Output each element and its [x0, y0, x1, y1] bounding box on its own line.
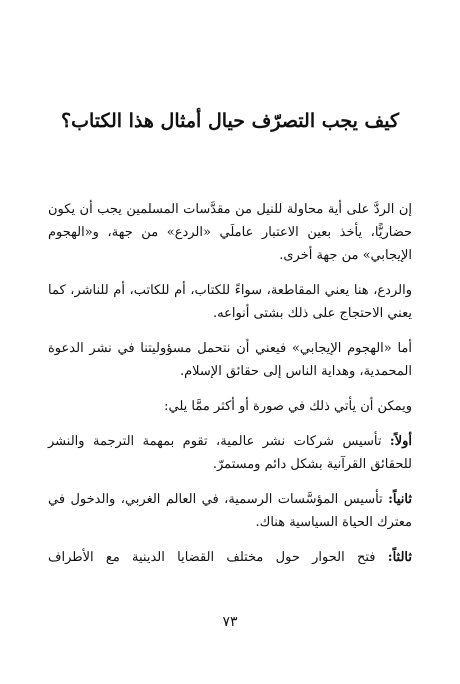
paragraph-text: أما «الهجوم الإيجابي» فيعني أن نتحمل مسؤوليتنا في نشر الدعوة المحمدية، وهداية الناس إلى حقائق الإسلام.: [48, 341, 412, 379]
list-item-number: أولاً:: [389, 434, 412, 449]
list-item-first: [48, 430, 412, 476]
page-number: ٧٣: [222, 614, 238, 630]
paragraph-deterrence: [48, 279, 412, 325]
list-item-text: فتح الحوار حول مختلف القضايا الدينية مع الأطراف: [48, 550, 376, 565]
paragraph-forms-intro: [48, 395, 412, 418]
paragraph-positive-attack: [48, 337, 412, 383]
list-item-second: [48, 488, 412, 534]
paragraph-text: ويمكن أن يأتي ذلك في صورة أو أكثر ممَّا يلي:: [164, 399, 412, 414]
list-item-text: تأسيس المؤسَّسات الرسمية، في العالم الغربي، والدخول في معترك الحياة السياسية هناك.: [48, 492, 412, 530]
list-item-number: ثانياً:: [388, 492, 412, 507]
list-item-third: [48, 546, 412, 569]
chapter-title: كيف يجب التصرّف حيال أمثال هذا الكتاب؟: [61, 110, 399, 132]
list-item-text: تأسيس شركات نشر عالمية، تقوم بمهمة الترجمة والنشر للحقائق القرآنية بشكل دائم ومستمرّ.: [48, 434, 412, 472]
list-item-number: ثالثاً:: [387, 550, 412, 565]
body-text: [48, 198, 412, 581]
paragraph-text: والردع، هنا يعني المقاطعة، سواءً للكتاب، أم للكاتب، أم للناشر، كما يعني الاحتجاج على ذلك بشتى أنواعه.: [48, 283, 412, 321]
paragraph-response: [48, 198, 412, 267]
paragraph-text: إن الردَّ على أية محاولة للنيل من مقدَّسات المسلمين يجب أن يكون حضاريًّا، يأخذ بعين الاعتبار عاملَي «الردع» من جهة، و«الهجوم الإيجابي» من جهة أخرى.: [48, 202, 412, 263]
